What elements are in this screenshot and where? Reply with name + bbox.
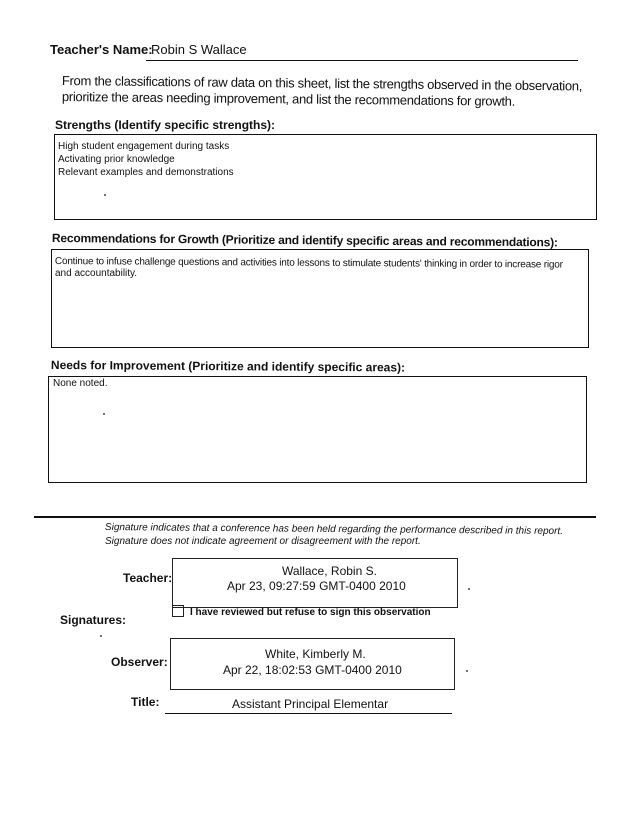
signatures-label: Signatures:	[60, 613, 127, 627]
teacher-label: Teacher:	[123, 571, 173, 585]
observer-label: Observer:	[111, 655, 168, 669]
signature-note-line-1: Signature indicates that a conference has been held regarding the performance described in this report.	[104, 522, 564, 537]
refuse-checkbox[interactable]	[172, 605, 184, 617]
speck	[100, 635, 102, 637]
teacher-signature-name: Wallace, Robin S.	[282, 564, 377, 578]
teacher-signature-date: Apr 23, 09:27:59 GMT-0400 2010	[227, 579, 406, 593]
strengths-item: Relevant examples and demonstrations	[58, 167, 234, 178]
speck	[103, 413, 105, 415]
recommendations-title: Recommendations for Growth (Prioritize and identify specific areas and recommendations):	[51, 231, 558, 250]
signature-divider	[34, 516, 596, 518]
title-value: Assistant Principal Elementar	[232, 697, 389, 711]
instructions-line-2: prioritize the areas needing improvement, and list the recommendations for growth.	[61, 89, 516, 109]
teacher-name-label: Teacher's Name:	[50, 42, 153, 57]
recommendations-text-line-1: Continue to infuse challenge questions and activities into lessons to stimulate students' thinking in order to increase rigor	[54, 255, 563, 271]
instructions-line-1: From the classifications of raw data on this sheet, list the strengths observed in the observation,	[61, 73, 583, 94]
speck	[468, 588, 470, 590]
teacher-name-underline	[146, 60, 578, 61]
needs-box	[48, 376, 587, 483]
strengths-item: High student engagement during tasks	[58, 141, 230, 152]
refuse-label: I have reviewed but refuse to sign this observation	[190, 607, 431, 618]
strengths-title: Strengths (Identify specific strengths):	[55, 118, 276, 132]
teacher-name-value: Robin S Wallace	[151, 42, 247, 57]
speck	[104, 194, 106, 196]
observer-signature-name: White, Kimberly M.	[265, 647, 366, 661]
speck	[466, 670, 468, 672]
title-label: Title:	[131, 695, 160, 709]
observer-signature-date: Apr 22, 18:02:53 GMT-0400 2010	[223, 663, 402, 677]
needs-title: Needs for Improvement (Prioritize and identify specific areas):	[50, 358, 406, 375]
signature-note-line-2: Signature does not indicate agreement or disagreement with the report.	[105, 536, 421, 547]
title-underline	[165, 713, 452, 714]
strengths-item: Activating prior knowledge	[58, 154, 175, 165]
recommendations-text-line-2: and accountability.	[55, 268, 138, 279]
needs-text: None noted.	[53, 378, 108, 389]
